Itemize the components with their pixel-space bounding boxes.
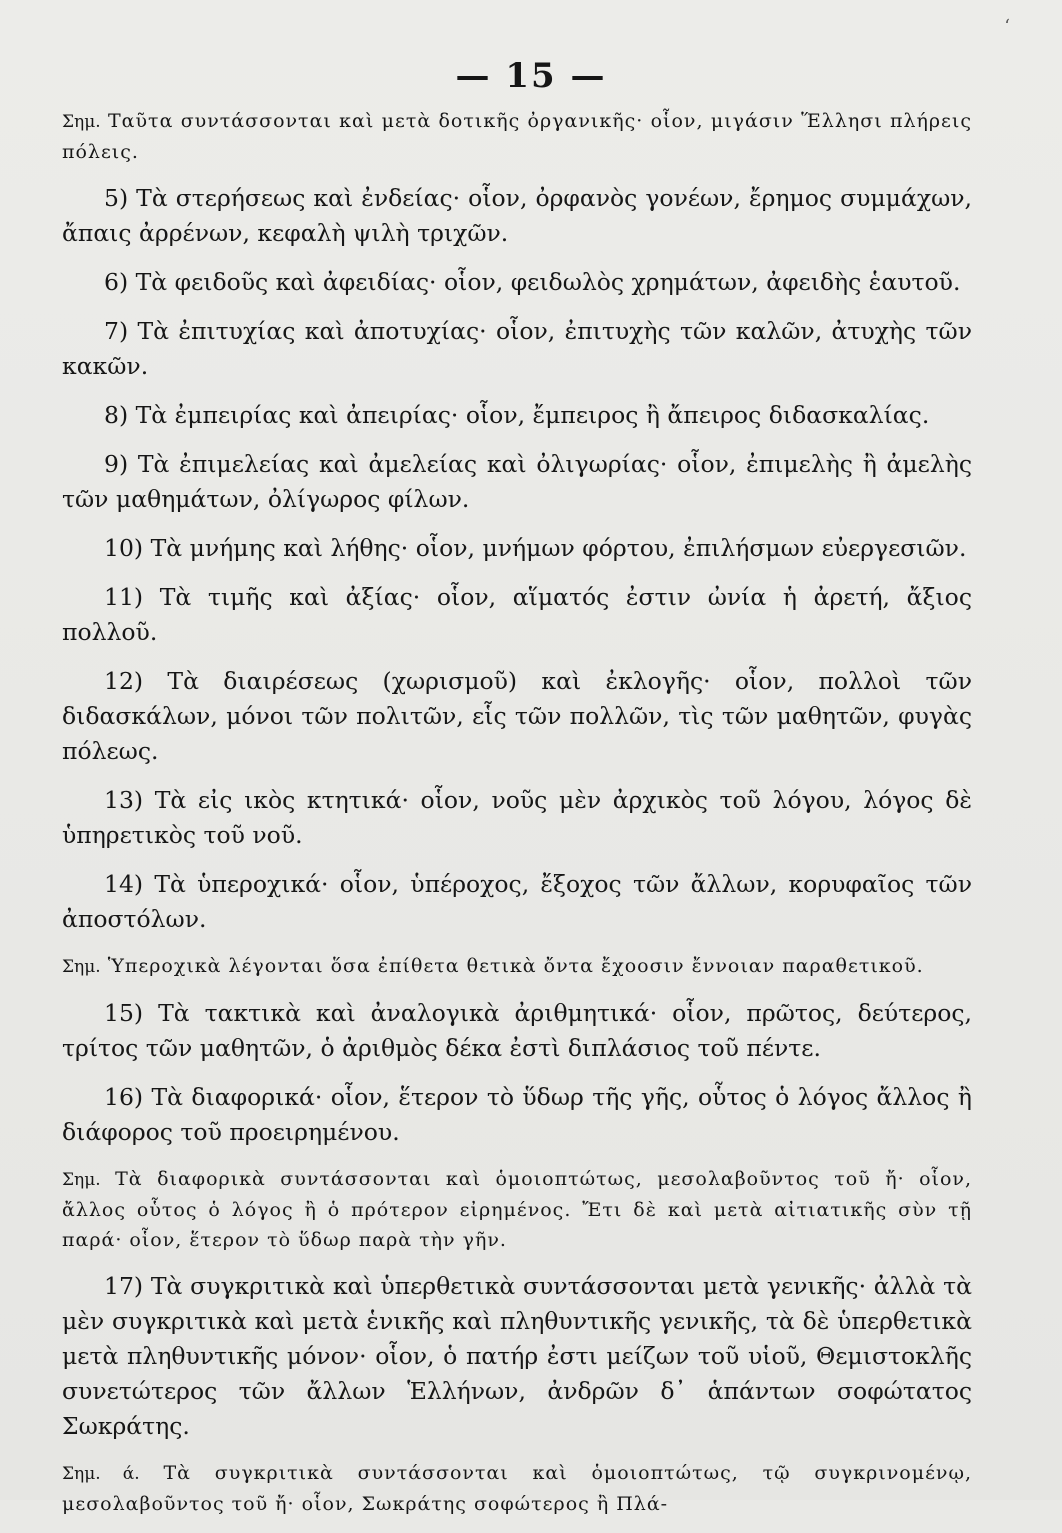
rule-paragraph <box>62 447 972 517</box>
paragraph-text: Τὰ συγκριτικὰ συντάσσονται καὶ ὁμοιοπτώτως, τῷ συγκρινομένῳ, μεσολαβοῦντος τοῦ ἤ· οἷον, Σωκράτης σοφώτερος ἢ Πλά- <box>62 1462 972 1515</box>
rule-number: 8) <box>104 401 129 429</box>
note-label: Σημ. ά. <box>62 1464 140 1484</box>
paragraph-text: Τὰ τιμῆς καὶ ἀξίας· οἷον, αἵματός ἐστιν ὠνία ἡ ἀρετή, ἄξιος πολλοῦ. <box>62 583 972 646</box>
rule-paragraph <box>62 531 972 566</box>
rule-paragraph <box>62 1269 972 1444</box>
note-paragraph <box>62 106 972 167</box>
paragraph-text: Τὰ τακτικὰ καὶ ἀναλογικὰ ἀριθμητικά· οἷον, πρῶτος, δεύτερος, τρίτος τῶν μαθητῶν, ὁ ἀριθμὸς δέκα ἐστὶ διπλάσιος τοῦ πέντε. <box>62 999 972 1062</box>
rule-paragraph <box>62 181 972 251</box>
paragraph-text: Τὰ φειδοῦς καὶ ἀφειδίας· οἷον, φειδωλὸς χρημάτων, ἀφειδὴς ἑαυτοῦ. <box>135 268 961 296</box>
paragraph-text: Ταῦτα συντάσσονται καὶ μετὰ δοτικῆς ὀργανικῆς· οἷον, μιγάσιν Ἕλλησι πλήρεις πόλεις. <box>62 110 972 163</box>
rule-number: 9) <box>104 450 129 478</box>
rule-number: 13) <box>104 786 144 814</box>
rule-paragraph <box>62 664 972 769</box>
page-body <box>62 106 972 1533</box>
rule-paragraph <box>62 398 972 433</box>
rule-number: 16) <box>104 1083 144 1111</box>
rule-paragraph <box>62 867 972 937</box>
note-label: Σημ. <box>62 957 101 977</box>
rule-number: 10) <box>104 534 144 562</box>
paragraph-text: Τὰ ὑπεροχικά· οἷον, ὑπέροχος, ἔξοχος τῶν ἄλλων, κορυφαῖος τῶν ἀποστόλων. <box>62 870 972 933</box>
paragraph-text: Τὰ συγκριτικὰ καὶ ὑπερθετικὰ συντάσσονται μετὰ γενικῆς· ἀλλὰ τὰ μὲν συγκριτικὰ καὶ μετὰ ἑνικῆς καὶ πληθυντικῆς γενικῆς, τὰ δὲ ὑπερθετικὰ μετὰ πληθυντικῆς μόνον· οἷον, ὁ πατήρ ἐστι μείζων τοῦ υἱοῦ, Θεμιστοκλῆς συνετώτερος τῶν ἄλλων Ἑλλήνων, ἀνδρῶν δ᾽ ἁπάντων σοφώτατος Σωκράτης. <box>62 1272 972 1440</box>
note-paragraph <box>62 1458 972 1519</box>
rule-number: 6) <box>104 268 129 296</box>
rule-number: 11) <box>104 583 144 611</box>
paragraph-text: Τὰ στερήσεως καὶ ἐνδείας· οἷον, ὀρφανὸς γονέων, ἔρημος συμμάχων, ἄπαις ἀρρένων, κεφαλὴ ψιλὴ τριχῶν. <box>62 184 972 247</box>
paragraph-text: Τὰ ἐπιμελείας καὶ ἀμελείας καὶ ὀλιγωρίας· οἷον, ἐπιμελὴς ἢ ἀμελὴς τῶν μαθημάτων, ὀλίγωρος φίλων. <box>62 450 972 513</box>
paragraph-text: Τὰ ἐπιτυχίας καὶ ἀποτυχίας· οἷον, ἐπιτυχὴς τῶν καλῶν, ἀτυχὴς τῶν κακῶν. <box>62 317 972 380</box>
rule-number: 15) <box>104 999 144 1027</box>
note-label: Σημ. <box>62 1170 101 1190</box>
rule-number: 17) <box>104 1272 144 1300</box>
page-number-header: — 15 — <box>455 56 607 96</box>
paragraph-text: Τὰ διαιρέσεως (χωρισμοῦ) καὶ ἐκλογῆς· οἷον, πολλοὶ τῶν διδασκάλων, μόνοι τῶν πολιτῶν, εἷς τῶν πολλῶν, τὶς τῶν μαθητῶν, φυγὰς πόλεως. <box>62 667 972 765</box>
paragraph-text: Τὰ εἰς ικὸς κτητικά· οἷον, νοῦς μὲν ἀρχικὸς τοῦ λόγου, λόγος δὲ ὑπηρετικὸς τοῦ νοῦ. <box>62 786 972 849</box>
rule-paragraph <box>62 783 972 853</box>
paragraph-text: Τὰ μνήμης καὶ λήθης· οἷον, μνήμων φόρτου, ἐπιλήσμων εὐεργεσιῶν. <box>150 534 967 562</box>
corner-mark: ‘ <box>1004 16 1010 37</box>
paragraph-text: Τὰ διαφορικά· οἷον, ἕτερον τὸ ὕδωρ τῆς γῆς, οὗτος ὁ λόγος ἄλλος ἢ διάφορος τοῦ προειρημένου. <box>62 1083 972 1146</box>
paragraph-text: Ὑπεροχικὰ λέγονται ὅσα ἐπίθετα θετικὰ ὄντα ἔχοοσιν ἔννοιαν παραθετικοῦ. <box>107 955 924 977</box>
rule-number: 14) <box>104 870 144 898</box>
paragraph-text: Τὰ διαφορικὰ συντάσσονται καὶ ὁμοιοπτώτως, μεσολαβοῦντος τοῦ ἤ· οἷον, ἄλλος οὗτος ὁ λόγος ἢ ὁ πρότερον εἰρημένος. Ἔτι δὲ καὶ μετὰ αἰτιατικῆς σὺν τῇ παρά· οἷον, ἕτερον τὸ ὕδωρ παρὰ τὴν γῆν. <box>62 1168 972 1251</box>
note-paragraph <box>62 951 972 982</box>
rule-number: 5) <box>104 184 129 212</box>
rule-paragraph <box>62 314 972 384</box>
rule-number: 7) <box>104 317 129 345</box>
paragraph-text: Τὰ ἐμπειρίας καὶ ἀπειρίας· οἷον, ἔμπειρος ἢ ἄπειρος διδασκαλίας. <box>135 401 930 429</box>
rule-paragraph <box>62 265 972 300</box>
rule-number: 12) <box>104 667 144 695</box>
rule-paragraph <box>62 996 972 1066</box>
note-label: Σημ. <box>62 112 101 132</box>
rule-paragraph <box>62 1080 972 1150</box>
rule-paragraph <box>62 580 972 650</box>
note-paragraph <box>62 1164 972 1255</box>
